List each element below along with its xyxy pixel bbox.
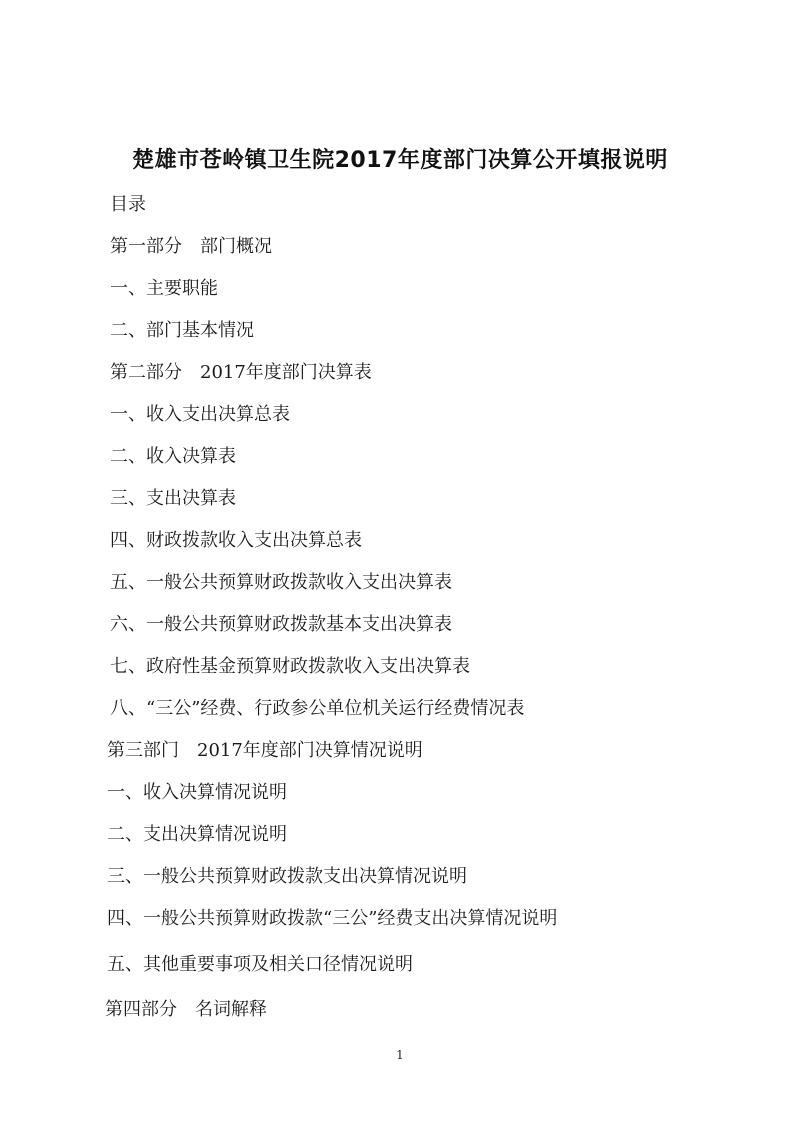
toc-item: 一、主要职能 xyxy=(110,278,218,299)
toc-item: 八、“三公”经费、行政参公单位机关运行经费情况表 xyxy=(110,698,525,719)
toc-item: 三、一般公共预算财政拨款支出决算情况说明 xyxy=(107,866,467,887)
toc-item: 一、收入支出决算总表 xyxy=(110,404,290,425)
toc-item: 五、其他重要事项及相关口径情况说明 xyxy=(107,954,413,975)
toc-item: 五、一般公共预算财政拨款收入支出决算表 xyxy=(110,572,452,593)
toc-item: 二、支出决算情况说明 xyxy=(107,824,287,845)
document-title: 楚雄市苍岭镇卫生院2017年度部门决算公开填报说明 xyxy=(132,148,668,173)
toc-item: 一、收入决算情况说明 xyxy=(107,782,287,803)
toc-part-4: 第四部分 名词解释 xyxy=(105,999,267,1020)
toc-item: 二、收入决算表 xyxy=(110,446,236,467)
toc-part-2: 第二部分 2017年度部门决算表 xyxy=(110,362,372,383)
toc-item: 二、部门基本情况 xyxy=(110,320,254,341)
toc-item: 七、政府性基金预算财政拨款收入支出决算表 xyxy=(110,656,470,677)
toc-item: 四、一般公共预算财政拨款“三公”经费支出决算情况说明 xyxy=(107,908,558,929)
toc-item: 三、支出决算表 xyxy=(110,488,236,509)
toc-item: 四、财政拨款收入支出决算总表 xyxy=(110,530,362,551)
toc-item: 六、一般公共预算财政拨款基本支出决算表 xyxy=(110,614,452,635)
toc-part-1: 第一部分 部门概况 xyxy=(110,236,272,257)
page-number: 1 xyxy=(396,1048,404,1062)
toc-heading: 目录 xyxy=(110,194,146,215)
toc-part-3: 第三部门 2017年度部门决算情况说明 xyxy=(107,740,423,761)
